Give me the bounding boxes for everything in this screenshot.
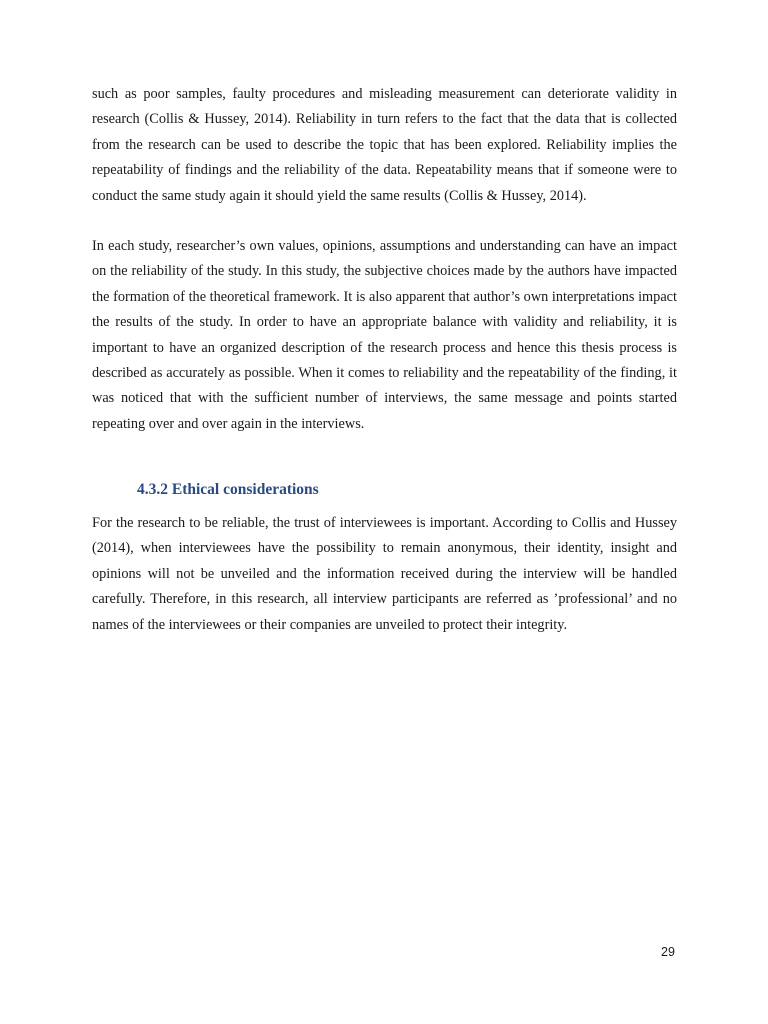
paragraph-validity-reliability: such as poor samples, faulty procedures and misleading measurement can deteriorate validity in research (Collis & Hussey, 2014). Reliability in turn refers to the fact that the data that is collected from the research can be used to describe the topic that has been explored. Reliability implies the repeatability of findings and the reliability of the data. Repeatability means that if someone were to conduct the same study again it should yield the same results (Collis & Hussey, 2014). [92, 86, 677, 204]
paragraph-ethical-considerations: For the research to be reliable, the trust of interviewees is important. According to Collis and Hussey (2014), when interviewees have the possibility to remain anonymous, their identity, insight and opinions will not be unveiled and the information received during the interview will be handled carefully. Therefore, in this research, all interview participants are referred as ’professional’ and no names of the interviewees or their companies are unveiled to protect their integrity. [92, 515, 677, 633]
body-text [92, 82, 677, 437]
page-number: 29 [661, 945, 675, 959]
paragraph-researcher-values: In each study, researcher’s own values, opinions, assumptions and understanding can have an impact on the reliability of the study. In this study, the subjective choices made by the authors have impacted the formation of the theoretical framework. It is also apparent that author’s own interpretations impact the results of the study. In order to have an appropriate balance with validity and reliability, it is important to have an organized description of the research process and hence this thesis process is described as accurately as possible. When it comes to reliability and the repeatability of the finding, it was noticed that with the sufficient number of interviews, the same message and points started repeating over and over again in the interviews. [92, 238, 677, 432]
section-heading: 4.3.2 Ethical considerations [137, 481, 319, 498]
